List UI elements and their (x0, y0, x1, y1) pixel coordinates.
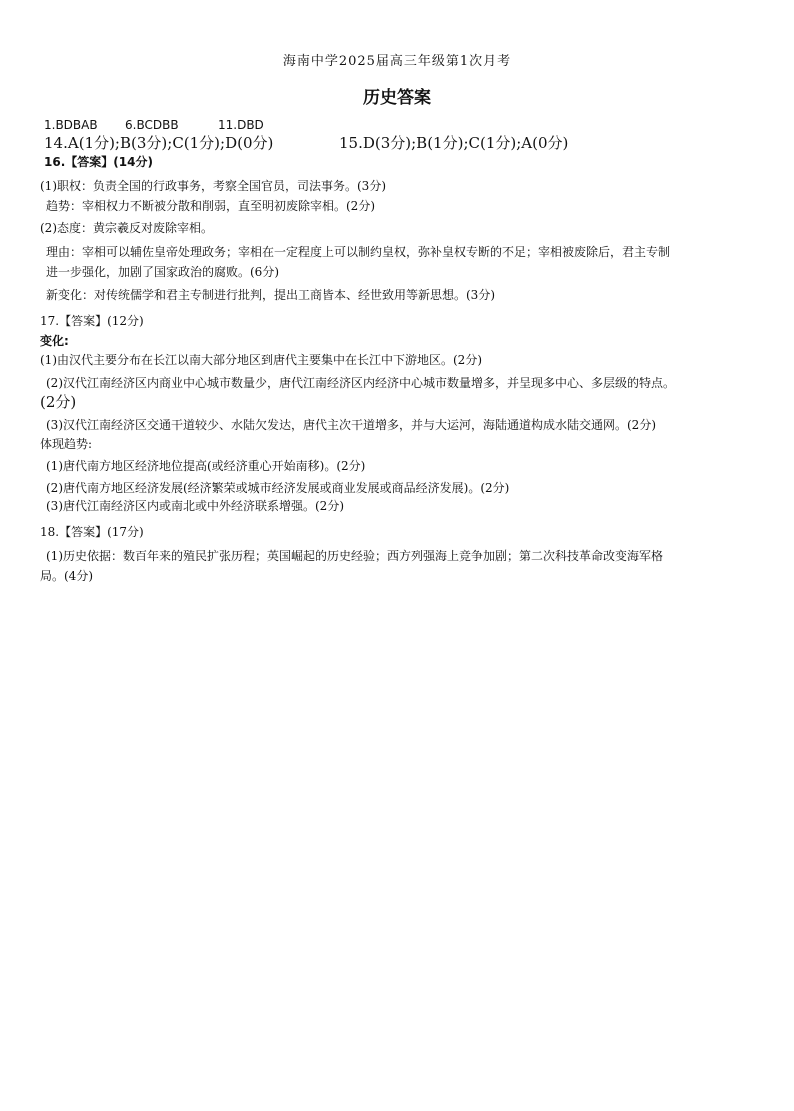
q18-line-2: 局。(4分) (40, 569, 93, 583)
q17-subheading-trend: 体现趋势: (40, 437, 93, 451)
q16-heading: 16.【答案】(14分) (44, 155, 153, 169)
q17-trend-3: (3)唐代江南经济区内或南北或中外经济联系增强。(2分) (46, 499, 344, 513)
q17-subheading-change: 变化: (40, 334, 69, 348)
q17-change-3: (3)汉代江南经济区交通干道较少、水陆欠发达，唐代主次干道增多，并与大运河，海陆通道构成水陆交通网。(2分) (46, 418, 657, 432)
q14-answer: 14.A(1分);B(3分);C(1分);D(0分) (44, 134, 274, 152)
q17-change-1: (1)由汉代主要分布在长江以南大部分地区到唐代主要集中在长江中下游地区。(2分) (40, 353, 482, 367)
q17-change-2-score: (2分) (40, 393, 77, 411)
q16-line-4: 理由：宰相可以辅佐皇帝处理政务；宰相在一定程度上可以制约皇权，弥补皇权专断的不足；宰相被废除后，君主专制 (46, 245, 671, 259)
exam-title: 海南中学2025届高三年级第1次月考 (282, 54, 512, 69)
q17-trend-2: (2)唐代南方地区经济发展(经济繁荣或城市经济发展或商业发展或商品经济发展)。(2分) (46, 481, 510, 495)
q16-line-5: 进一步强化，加剧了国家政治的腐败。(6分) (46, 265, 279, 279)
q16-line-1: (1)职权：负责全国的行政事务，考察全国官员，司法事务。(3分) (40, 179, 386, 193)
subject-title: 历史答案 (363, 88, 431, 108)
q17-heading: 17.【答案】(12分) (40, 314, 144, 328)
q17-trend-1: (1)唐代南方地区经济地位提高(或经济重心开始南移)。(2分) (46, 459, 366, 473)
mc-group-3: 11.DBD (218, 118, 264, 132)
q18-heading: 18.【答案】(17分) (40, 525, 144, 539)
q18-line-1: (1)历史依据：数百年来的殖民扩张历程；英国崛起的历史经验；西方列强海上竞争加剧；第二次科技革命改变海军格 (46, 549, 664, 563)
q17-change-2: (2)汉代江南经济区内商业中心城市数量少，唐代江南经济区内经济中心城市数量增多，并呈现多中心、多层级的特点。 (46, 376, 676, 390)
q16-line-2: 趋势：宰相权力不断被分散和削弱，直至明初废除宰相。(2分) (46, 199, 376, 213)
mc-group-2: 6.BCDBB (125, 118, 179, 132)
q16-line-6: 新变化：对传统儒学和君主专制进行批判，提出工商皆本、经世致用等新思想。(3分) (46, 288, 496, 302)
q15-answer: 15.D(3分);B(1分);C(1分);A(0分) (339, 134, 569, 152)
q16-line-3: (2)态度：黄宗羲反对废除宰相。 (40, 221, 213, 235)
mc-group-1: 1.BDBAB (44, 118, 98, 132)
